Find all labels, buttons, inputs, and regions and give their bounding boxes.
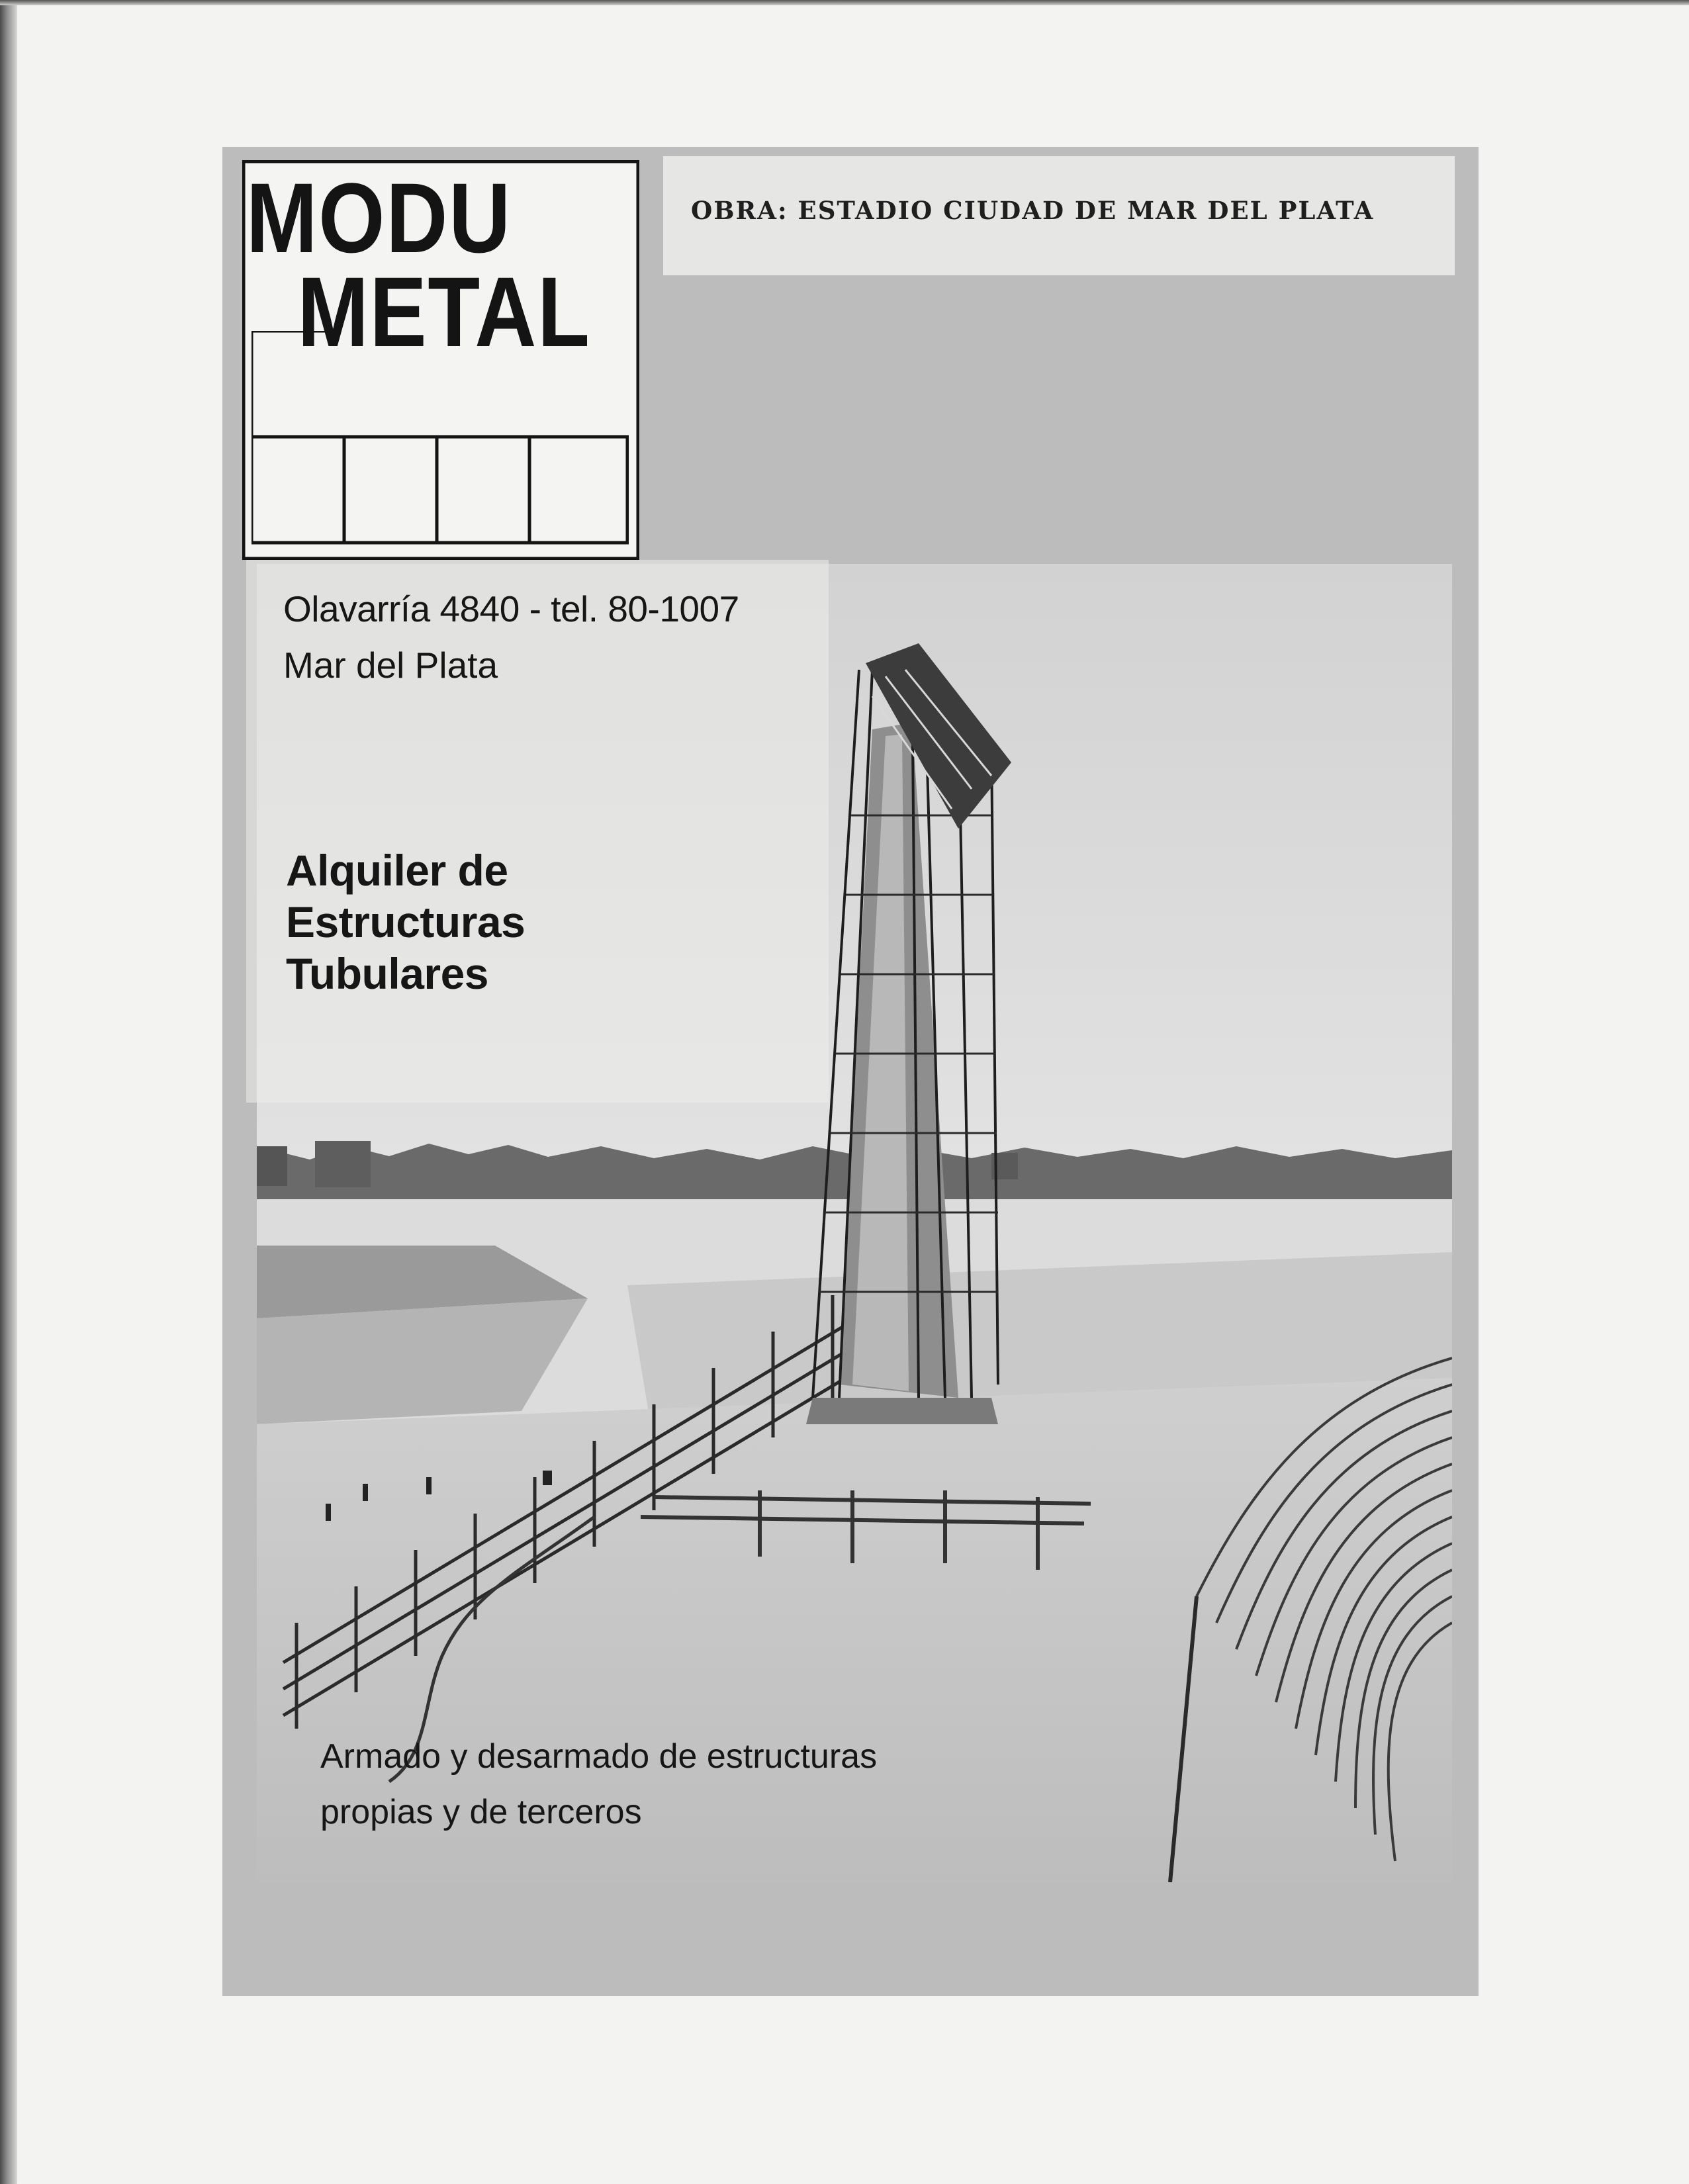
logo-line-metal: METAL: [297, 256, 591, 367]
service-footer-line-2: propias y de terceros: [320, 1793, 642, 1831]
project-label: OBRA: ESTADIO CIUDAD DE MAR DEL PLATA: [691, 196, 1375, 225]
info-panel: [246, 560, 829, 1103]
service-title-line-3: Tubulares: [286, 949, 489, 998]
logo-line-modu: MODU: [246, 162, 512, 273]
service-footer-line-1: Armado y desarmado de estructuras: [320, 1737, 878, 1776]
service-title-line-1: Alquiler de: [286, 846, 508, 895]
service-title: [286, 844, 525, 999]
page-binding-edge: [0, 0, 17, 2184]
contact-city: Mar del Plata: [283, 645, 498, 686]
page-top-edge: [0, 0, 1689, 5]
service-title-line-2: Estructuras: [286, 897, 525, 946]
contact-address: Olavarría 4840 - tel. 80-1007: [283, 588, 739, 629]
service-footer: [320, 1729, 877, 1840]
logo-grid-icon: [251, 331, 629, 549]
